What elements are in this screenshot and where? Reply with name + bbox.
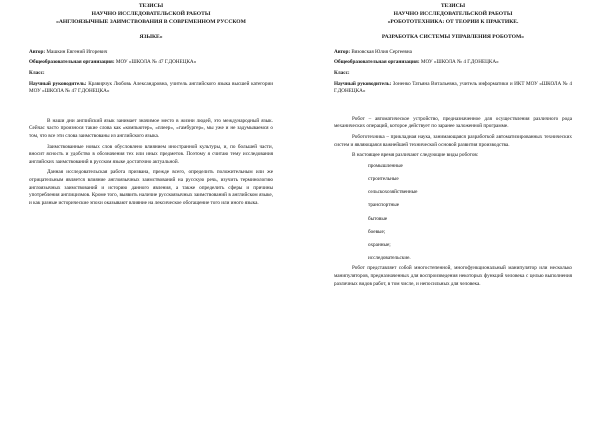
list-item: исследовательские. bbox=[368, 255, 411, 262]
right-supervisor: Зоненко Татьяна Витальевна, учитель информатики и ИКТ МОУ «ШКОЛА № 4 Г.ДОНЕЦКА» bbox=[334, 80, 572, 95]
left-author-line bbox=[29, 49, 273, 57]
left-paragraph-2: Заимствованные новых слов обусловлено влиянием иностранной культуры, и, по большей части, вносит ясность и удобство в обозначения тех или иных предметов. Поэтому я считаю тему исследования английских заимствований в русском языке достаточно актуальной. bbox=[29, 143, 273, 165]
left-header-title-line-2: ЯЗЫКЕ» bbox=[139, 33, 163, 40]
right-header bbox=[334, 2, 572, 41]
left-supervisor-line bbox=[29, 81, 273, 96]
right-header-title-line-2: РАЗРАБОТКА СИСТЕМЫ УПРАВЛЕНИЯ РОБОТОМ» bbox=[381, 33, 525, 40]
list-item: строительные bbox=[368, 175, 399, 182]
left-org-label: Общеобразовательная организация: bbox=[29, 59, 115, 66]
right-paragraph-2: Робототехника – прикладная наука, занимающаяся разработкой автоматизированных технических систем и являющаяся важнейшей технической основой развития производства. bbox=[334, 133, 572, 148]
right-author-line bbox=[334, 49, 572, 57]
right-org-label: Общеобразовательная организация: bbox=[334, 59, 420, 66]
left-org: МОУ «ШКОЛА № 47 Г.ДОНЕЦКА» bbox=[115, 59, 197, 66]
right-paragraph-1: Робот – автоматическое устройство, предназначенное для осуществления различного рода механических операций, которое действует по заранее заложенной программе. bbox=[334, 115, 572, 130]
right-author: Вязовская Юлия Сергеевна bbox=[351, 48, 412, 55]
right-class-line bbox=[334, 70, 572, 78]
left-header bbox=[29, 2, 273, 41]
left-header-label: ТЕЗИСЫ bbox=[138, 3, 164, 9]
right-list-intro: В настоящее время различают следующие виды роботов: bbox=[352, 152, 479, 159]
left-header-title-line-1: «АНГЛОЯЗЫЧНЫЕ ЗАИМСТВОВАНИЯ В СОВРЕМЕННОМ РУССКОМ bbox=[56, 19, 246, 26]
left-supervisor-label: Научный руководитель: bbox=[29, 80, 87, 87]
right-org: МОУ «ШКОЛА № 4 Г.ДОНЕЦКА» bbox=[420, 59, 499, 66]
robot-types-list bbox=[334, 160, 572, 266]
list-item: боевые; bbox=[368, 228, 386, 235]
list-item: транспортные bbox=[368, 202, 400, 209]
left-class-line bbox=[29, 70, 273, 78]
left-meta bbox=[29, 49, 273, 96]
right-meta bbox=[334, 49, 572, 96]
right-paragraph-3: Робот представляет собой многостепенной, многофункциональный манипулятор или несколько манипуляторов, предназначенных для воспроизведения некоторых функций человека с целью выполнения различных видов работ, в том числе, и непосильных для человека. bbox=[334, 265, 572, 287]
list-item: охранные; bbox=[368, 241, 391, 248]
right-author-label: Автор: bbox=[334, 48, 351, 55]
right-body bbox=[334, 116, 572, 288]
right-supervisor-label: Научный руководитель: bbox=[334, 80, 392, 87]
left-body bbox=[29, 118, 273, 208]
right-thesis bbox=[334, 2, 572, 424]
left-paragraph-3: Данная исследовательская работа призвана, прежде всего, определить положительным или же отрицательным является влияние англоязычных заимствований на русскую речь, изучить терминологию англоязычных заимствований и историю данного явления, а также определить сферы и причины употребления англицизмов. Кроме того, выявить наличие русскоязычных заимствований в английском языке, и как разные исторические эпохи оказывают влияние на лексическое обогащение того или иного языка. bbox=[29, 169, 273, 206]
left-org-line bbox=[29, 59, 273, 67]
right-org-line bbox=[334, 59, 572, 67]
left-author-label: Автор: bbox=[29, 48, 46, 55]
left-header-work-type: НАУЧНО ИССЛЕДОВАТЕЛЬСКОЙ РАБОТЫ bbox=[91, 11, 211, 18]
left-paragraph-1: В наши дни английский язык занимает значимое место в жизни людей, это международный язык. Сейчас часто произнося такие слова как «компьютер», «плеер», «гамбургер», мы уже и не задумываемся о том, что все эти слова заимствованы из английского языка. bbox=[29, 117, 273, 139]
left-author: Машкин Евгений Игоревич bbox=[46, 48, 108, 55]
right-header-title-line-1: «РОБОТОТЕХНИКА: ОТ ТЕОРИИ К ПРАКТИКЕ. bbox=[387, 19, 519, 26]
list-item: бытовые bbox=[368, 215, 388, 222]
right-supervisor-line bbox=[334, 81, 572, 96]
left-thesis bbox=[29, 2, 273, 424]
right-header-work-type: НАУЧНО ИССЛЕДОВАТЕЛЬСКОЙ РАБОТЫ bbox=[393, 11, 513, 18]
left-class-label: Класс: bbox=[29, 70, 45, 76]
right-class-label: Класс: bbox=[334, 70, 350, 76]
list-item: промышленные bbox=[368, 162, 403, 169]
list-item: сельскохозяйственные bbox=[368, 189, 418, 196]
left-supervisor: Кравирчук Любовь Александровна, учитель английского языка высшей категории МОУ «ШКОЛА № 47 Г.ДОНЕЦКА» bbox=[29, 80, 274, 95]
right-header-label: ТЕЗИСЫ bbox=[440, 3, 466, 9]
